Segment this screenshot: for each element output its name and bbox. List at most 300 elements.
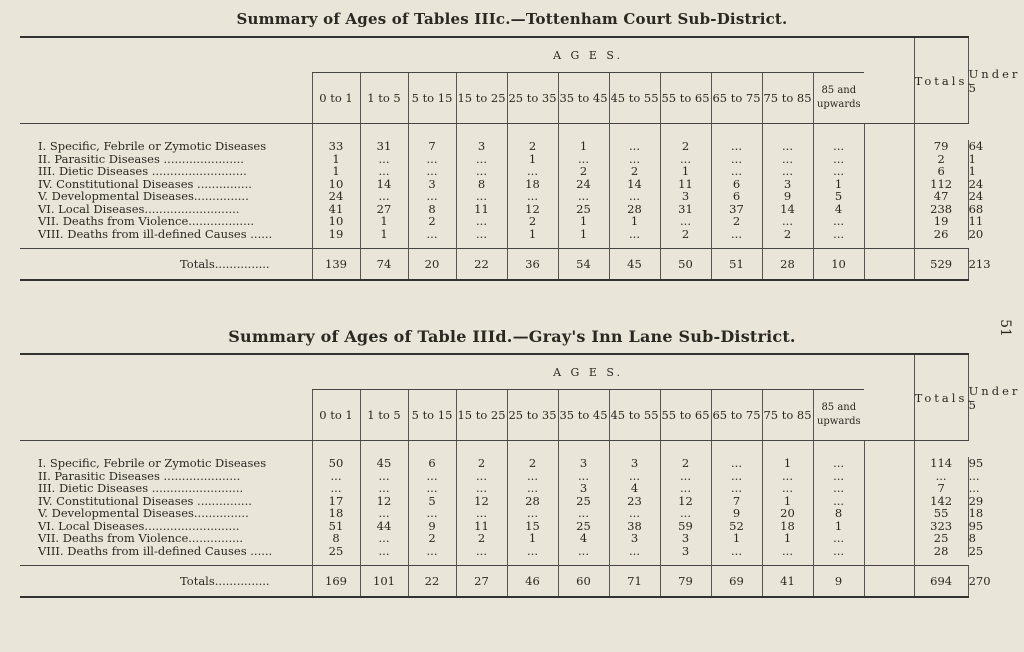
table-cell: ... xyxy=(762,545,813,558)
table-row: V. Developmental Diseases............... 18 ... ... ... ... ... ... ... 9 20 8 55 18 xyxy=(20,507,968,520)
table-cell: ... xyxy=(813,482,864,495)
header-blank xyxy=(20,37,312,124)
table-cell: 2 xyxy=(507,215,558,228)
table-cell: 18 xyxy=(507,178,558,191)
table-cell: 4 xyxy=(609,482,660,495)
ages-header-row: A G E S. Totals. Under 5 xyxy=(20,37,968,73)
spacer-cell xyxy=(864,203,914,216)
table-cell: 8 xyxy=(312,532,360,545)
table-cell: 33 xyxy=(312,140,360,153)
table-cell: 79 xyxy=(914,140,968,153)
table-cell: ... xyxy=(762,153,813,166)
table-cell: 1 xyxy=(558,228,609,241)
table-cell: ... xyxy=(813,545,864,558)
table-cell: ... xyxy=(408,507,456,520)
row-label: V. Developmental Diseases............... xyxy=(38,506,249,520)
table-row: I. Specific, Febrile or Zymotic Diseases 50 45 6 2 2 3 3 2 ... 1 ... 114 95 xyxy=(20,457,968,470)
table-cell: 11 xyxy=(456,520,507,533)
spacer-cell xyxy=(864,215,914,228)
table-cell: 7 xyxy=(711,495,762,508)
ages-header-row: A G E S. Totals. Under 5 xyxy=(20,354,968,390)
row-label: VIII. Deaths from ill-defined Causes ...... xyxy=(38,543,273,558)
table-cell: 31 xyxy=(660,203,711,216)
row-label: VI. Local Diseases.......................... xyxy=(38,201,240,216)
totals-cell: 36 xyxy=(507,249,558,281)
table-cell: 3 xyxy=(558,482,609,495)
totals-cell: 45 xyxy=(609,249,660,281)
header-gap xyxy=(864,37,914,124)
table-cell: ... xyxy=(456,507,507,520)
table-cell: 47 xyxy=(914,190,968,203)
table-cell: ... xyxy=(507,470,558,483)
table-cell: ... xyxy=(711,140,762,153)
table-cell: 3 xyxy=(456,140,507,153)
table-cell: 8 xyxy=(408,203,456,216)
table-cell: 1 xyxy=(360,228,408,241)
table-cell: 14 xyxy=(609,178,660,191)
totals-cell: 27 xyxy=(456,566,507,598)
table-cell: 24 xyxy=(558,178,609,191)
table-cell: ... xyxy=(456,190,507,203)
table-cell: ... xyxy=(609,190,660,203)
table-cell: ... xyxy=(609,140,660,153)
age-column-header: 65 to 75 xyxy=(711,73,762,124)
table-cell: 12 xyxy=(456,495,507,508)
table-cell: ... xyxy=(558,545,609,558)
table-cell: ... xyxy=(609,507,660,520)
table-cell: 2 xyxy=(456,532,507,545)
totals-row: Totals............... 169 101 22 27 46 60 71 79 69 41 9 694 270 xyxy=(20,566,968,598)
table-cell: ... xyxy=(408,482,456,495)
row-label: IV. Constitutional Diseases ............... xyxy=(38,493,252,508)
totals-cell: 9 xyxy=(813,566,864,598)
table-cell: ... xyxy=(360,165,408,178)
row-label: II. Parasitic Diseases ..................... xyxy=(38,468,241,483)
table-cell: ... xyxy=(660,507,711,520)
table-cell: ... xyxy=(456,228,507,241)
table-cell: 2 xyxy=(762,228,813,241)
table-cell: ... xyxy=(312,470,360,483)
table-cell: ... xyxy=(813,228,864,241)
age-column-header: 45 to 55 xyxy=(609,390,660,441)
table-cell: ... xyxy=(711,470,762,483)
table-cell: ... xyxy=(813,470,864,483)
age-column-header: 25 to 35 xyxy=(507,390,558,441)
table-cell: 9 xyxy=(408,520,456,533)
table1-title: Summary of Ages of Tables IIIc.—Tottenham Court Sub-District. xyxy=(236,10,788,28)
table-cell: 26 xyxy=(914,228,968,241)
age-column-header: 5 to 15 xyxy=(408,390,456,441)
table-row: I. Specific, Febrile or Zymotic Diseases 33 31 7 3 2 1 ... 2 ... ... ... 79 64 xyxy=(20,140,968,153)
table-cell: 17 xyxy=(312,495,360,508)
table-cell: ... xyxy=(813,153,864,166)
table-cell: 25 xyxy=(558,495,609,508)
table-cell: ... xyxy=(408,153,456,166)
totals-cell: 71 xyxy=(609,566,660,598)
table-grays-inn-lane xyxy=(20,353,1021,598)
table-cell: ... xyxy=(762,140,813,153)
age-column-header: 45 to 55 xyxy=(609,73,660,124)
row-label: VII. Deaths from Violence............... xyxy=(38,531,244,545)
table-cell: 1 xyxy=(507,153,558,166)
table-cell: 3 xyxy=(660,190,711,203)
table-cell: 3 xyxy=(660,545,711,558)
totals-cell: 22 xyxy=(456,249,507,281)
age-column-header: 75 to 85 xyxy=(762,73,813,124)
spacer-cell xyxy=(864,495,914,508)
table-cell: 25 xyxy=(914,532,968,545)
table-cell: 6 xyxy=(711,178,762,191)
totals-cell: 60 xyxy=(558,566,609,598)
table-cell: ... xyxy=(813,457,864,470)
table-row: VI. Local Diseases.......................... 51 44 9 11 15 25 38 59 52 18 1 323 95 xyxy=(20,520,968,533)
totals-cell: 139 xyxy=(312,249,360,281)
row-label: V. Developmental Diseases............... xyxy=(38,189,249,203)
table-cell: 3 xyxy=(558,457,609,470)
table2-title: Summary of Ages of Table IIId.—Gray's Inn Lane Sub-District. xyxy=(228,327,796,346)
table-cell: ... xyxy=(660,482,711,495)
header-blank xyxy=(20,354,312,441)
table-cell: 2 xyxy=(914,153,968,166)
table-cell: 1 xyxy=(312,165,360,178)
table-cell: 2 xyxy=(711,215,762,228)
table-cell: ... xyxy=(456,215,507,228)
table-cell: 1 xyxy=(360,215,408,228)
age-column-header: 1 to 5 xyxy=(360,73,408,124)
table-cell: ... xyxy=(456,165,507,178)
totals-cell: 50 xyxy=(660,249,711,281)
table-row: V. Developmental Diseases............... 24 ... ... ... ... ... ... 3 6 9 5 47 24 xyxy=(20,190,968,203)
totals-cell: 41 xyxy=(762,566,813,598)
table-cell: ... xyxy=(360,545,408,558)
table-cell: 20 xyxy=(762,507,813,520)
table-cell: 2 xyxy=(660,228,711,241)
table-cell: 1 xyxy=(762,495,813,508)
table-cell: 15 xyxy=(507,520,558,533)
table-cell: 2 xyxy=(507,457,558,470)
spacer-cell xyxy=(864,566,914,598)
table-cell: 2 xyxy=(660,140,711,153)
table-tottenham-court xyxy=(20,36,1021,281)
totals-cell: 20 xyxy=(408,249,456,281)
table-cell: 1 xyxy=(558,215,609,228)
table-cell: ... xyxy=(507,190,558,203)
table-cell: 14 xyxy=(762,203,813,216)
age-column-header: 5 to 15 xyxy=(408,73,456,124)
table-cell: 3 xyxy=(660,532,711,545)
table-cell: 12 xyxy=(360,495,408,508)
table-cell: ... xyxy=(813,215,864,228)
ages-heading: A G E S. xyxy=(312,354,864,390)
table-row: III. Dietic Diseases .......................... 1 ... ... ... ... 2 2 1 ... ... ... 6 1 xyxy=(20,165,968,178)
table-cell: ... xyxy=(360,153,408,166)
table-row: VIII. Deaths from ill-defined Causes ...... 19 1 ... ... 1 1 ... 2 ... 2 ... 26 20 xyxy=(20,228,968,241)
table-cell: 4 xyxy=(813,203,864,216)
age-column-header: 15 to 25 xyxy=(456,73,507,124)
table-cell: 1 xyxy=(507,228,558,241)
table-cell: ... xyxy=(507,545,558,558)
table-cell: ... xyxy=(360,507,408,520)
row-label: I. Specific, Febrile or Zymotic Diseases xyxy=(38,139,267,153)
table-cell: ... xyxy=(711,457,762,470)
table-cell: 50 xyxy=(312,457,360,470)
table-cell: 2 xyxy=(558,165,609,178)
table-cell: 8 xyxy=(813,507,864,520)
totals-cell: 10 xyxy=(813,249,864,281)
totals-cell: 529 xyxy=(914,249,968,281)
table-cell: 28 xyxy=(914,545,968,558)
table-cell: ... xyxy=(813,165,864,178)
totals-label: Totals............... xyxy=(20,566,312,598)
table-cell: 10 xyxy=(312,178,360,191)
table-cell: ... xyxy=(507,507,558,520)
table-cell: 2 xyxy=(408,215,456,228)
table-cell: 18 xyxy=(312,507,360,520)
row-label: VI. Local Diseases.......................... xyxy=(38,518,240,533)
table-cell: ... xyxy=(558,153,609,166)
totals-cell: 694 xyxy=(914,566,968,598)
table-row: VII. Deaths from Violence.................. 10 1 2 ... 2 1 1 ... 2 ... ... 19 11 xyxy=(20,215,968,228)
table-cell: ... xyxy=(660,215,711,228)
table-cell: 238 xyxy=(914,203,968,216)
table-cell: 1 xyxy=(813,520,864,533)
totals-cell: 69 xyxy=(711,566,762,598)
spacer-cell xyxy=(864,532,914,545)
table-cell: ... xyxy=(711,482,762,495)
table-cell: 1 xyxy=(660,165,711,178)
age-column-header: 25 to 35 xyxy=(507,73,558,124)
table-cell: 19 xyxy=(312,228,360,241)
table-cell: ... xyxy=(609,153,660,166)
table-cell: 27 xyxy=(360,203,408,216)
age-column-header: 0 to 1 xyxy=(312,390,360,441)
table-cell: 1 xyxy=(813,178,864,191)
table-cell: ... xyxy=(660,153,711,166)
age-column-header: 85 and upwards xyxy=(813,73,864,124)
totals-row: Totals............... 139 74 20 22 36 54 45 50 51 28 10 529 213 xyxy=(20,249,968,281)
totals-cell: 22 xyxy=(408,566,456,598)
table-cell: 14 xyxy=(360,178,408,191)
table-cell: 23 xyxy=(609,495,660,508)
totals-cell: 46 xyxy=(507,566,558,598)
table-cell: ... xyxy=(762,215,813,228)
totals-cell: 54 xyxy=(558,249,609,281)
age-column-header: 55 to 65 xyxy=(660,390,711,441)
table-cell: 2 xyxy=(408,532,456,545)
table-row: VIII. Deaths from ill-defined Causes ...... 25 ... ... ... ... ... ... 3 ... ... ... 28 25 xyxy=(20,545,968,558)
age-column-header: 35 to 45 xyxy=(558,73,609,124)
table-cell: 24 xyxy=(312,190,360,203)
table-cell: 5 xyxy=(408,495,456,508)
spacer-cell xyxy=(864,545,914,558)
row-label: III. Dietic Diseases ......................... xyxy=(38,481,244,495)
spacer-cell xyxy=(864,140,914,153)
table-cell: 4 xyxy=(558,532,609,545)
spacer-cell xyxy=(864,228,914,241)
table-cell: 112 xyxy=(914,178,968,191)
table-cell: ... xyxy=(609,545,660,558)
totals-header: Totals. xyxy=(914,354,968,441)
header-gap xyxy=(864,354,914,441)
table-cell: 10 xyxy=(312,215,360,228)
table-cell: 51 xyxy=(312,520,360,533)
table-cell: ... xyxy=(360,470,408,483)
table-cell: ... xyxy=(813,532,864,545)
table-cell: ... xyxy=(711,153,762,166)
table-cell: ... xyxy=(711,228,762,241)
table-cell: 142 xyxy=(914,495,968,508)
table-cell: ... xyxy=(711,545,762,558)
table-cell: ... xyxy=(711,165,762,178)
table-row: III. Dietic Diseases ......................... ... ... ... ... ... 3 4 ... ... ... ... 7 ... xyxy=(20,482,968,495)
table-cell: ... xyxy=(762,165,813,178)
table-cell: ... xyxy=(408,545,456,558)
age-column-header: 75 to 85 xyxy=(762,390,813,441)
table-cell: 28 xyxy=(507,495,558,508)
totals-cell: 101 xyxy=(360,566,408,598)
table-cell: 5 xyxy=(813,190,864,203)
spacer-cell xyxy=(864,165,914,178)
table-cell: 1 xyxy=(711,532,762,545)
row-label: III. Dietic Diseases .......................... xyxy=(38,164,247,178)
spacer-cell xyxy=(864,190,914,203)
table-cell: 25 xyxy=(558,520,609,533)
age-column-header: 65 to 75 xyxy=(711,390,762,441)
table-cell: 9 xyxy=(711,507,762,520)
totals-cell: 169 xyxy=(312,566,360,598)
table-cell: 7 xyxy=(914,482,968,495)
ages-heading: A G E S. xyxy=(312,37,864,73)
table-cell: 1 xyxy=(312,153,360,166)
table-cell: 59 xyxy=(660,520,711,533)
table-cell: ... xyxy=(408,190,456,203)
table-cell: 1 xyxy=(609,215,660,228)
totals-cell: 51 xyxy=(711,249,762,281)
table-row: II. Parasitic Diseases ..................... ... ... ... ... ... ... ... ... ... ... ... ... ... xyxy=(20,470,968,483)
spacer-cell xyxy=(864,249,914,281)
table-cell: 2 xyxy=(456,457,507,470)
age-column-header: 1 to 5 xyxy=(360,390,408,441)
table-cell: ... xyxy=(360,482,408,495)
spacer-cell xyxy=(864,470,914,483)
age-column-header: 15 to 25 xyxy=(456,390,507,441)
table-cell: ... xyxy=(609,470,660,483)
table-row: IV. Constitutional Diseases ............... 10 14 3 8 18 24 14 11 6 3 1 112 24 xyxy=(20,178,968,191)
table-cell: 11 xyxy=(660,178,711,191)
table-cell: 52 xyxy=(711,520,762,533)
table-cell: 12 xyxy=(507,203,558,216)
table-cell: ... xyxy=(408,228,456,241)
table-cell: ... xyxy=(660,470,711,483)
table-cell: 114 xyxy=(914,457,968,470)
totals-label: Totals............... xyxy=(20,249,312,281)
table-cell: ... xyxy=(408,470,456,483)
age-column-header: 85 and upwards xyxy=(813,390,864,441)
table-cell: ... xyxy=(360,190,408,203)
totals-header: Totals. xyxy=(914,37,968,124)
table-cell: ... xyxy=(609,228,660,241)
table-cell: 18 xyxy=(762,520,813,533)
table-cell: 2 xyxy=(660,457,711,470)
totals-cell: 28 xyxy=(762,249,813,281)
table-cell: 3 xyxy=(609,532,660,545)
table-cell: 6 xyxy=(408,457,456,470)
table-cell: 41 xyxy=(312,203,360,216)
table-cell: 2 xyxy=(507,140,558,153)
table-cell: ... xyxy=(456,153,507,166)
table-row: IV. Constitutional Diseases ............... 17 12 5 12 28 25 23 12 7 1 ... 142 29 xyxy=(20,495,968,508)
table-cell: ... xyxy=(813,495,864,508)
table-cell: 45 xyxy=(360,457,408,470)
table-cell: ... xyxy=(914,470,968,483)
row-label: VII. Deaths from Violence.................. xyxy=(38,214,255,228)
table-cell: ... xyxy=(558,190,609,203)
row-label: I. Specific, Febrile or Zymotic Diseases xyxy=(38,456,267,470)
table-cell: ... xyxy=(360,532,408,545)
table-cell: 37 xyxy=(711,203,762,216)
age-column-header: 55 to 65 xyxy=(660,73,711,124)
table-cell: 28 xyxy=(609,203,660,216)
table-cell: 31 xyxy=(360,140,408,153)
age-column-header: 35 to 45 xyxy=(558,390,609,441)
table-cell: 6 xyxy=(914,165,968,178)
totals-cell: 79 xyxy=(660,566,711,598)
table-cell: 25 xyxy=(558,203,609,216)
table-cell: 3 xyxy=(609,457,660,470)
age-column-header: 0 to 1 xyxy=(312,73,360,124)
row-label: VIII. Deaths from ill-defined Causes ...... xyxy=(38,226,273,241)
row-label: IV. Constitutional Diseases ............... xyxy=(38,176,252,191)
table-cell: 6 xyxy=(711,190,762,203)
table-row: VI. Local Diseases.......................... 41 27 8 11 12 25 28 31 37 14 4 238 68 xyxy=(20,203,968,216)
spacer-cell xyxy=(864,520,914,533)
table-cell: 1 xyxy=(762,457,813,470)
table-cell: 1 xyxy=(507,532,558,545)
table-cell: 7 xyxy=(408,140,456,153)
table-row: VII. Deaths from Violence............... 8 ... 2 2 1 4 3 3 1 1 ... 25 8 xyxy=(20,532,968,545)
table-cell: ... xyxy=(762,470,813,483)
table-cell: 3 xyxy=(408,178,456,191)
spacer-cell xyxy=(864,178,914,191)
table-cell: ... xyxy=(408,165,456,178)
table-cell: ... xyxy=(558,470,609,483)
table-cell: 12 xyxy=(660,495,711,508)
spacer-cell xyxy=(864,482,914,495)
table-cell: 1 xyxy=(558,140,609,153)
spacer-cell xyxy=(864,153,914,166)
table-cell: 3 xyxy=(762,178,813,191)
table-cell: 19 xyxy=(914,215,968,228)
totals-cell: 74 xyxy=(360,249,408,281)
table-cell: ... xyxy=(456,482,507,495)
table-cell: 25 xyxy=(312,545,360,558)
table-cell: ... xyxy=(456,545,507,558)
table-cell: ... xyxy=(312,482,360,495)
table-cell: ... xyxy=(507,482,558,495)
table-cell: 323 xyxy=(914,520,968,533)
spacer-cell xyxy=(864,457,914,470)
table-cell: 8 xyxy=(456,178,507,191)
table-cell: 55 xyxy=(914,507,968,520)
table-cell: 44 xyxy=(360,520,408,533)
spacer-cell xyxy=(864,507,914,520)
table-cell: 2 xyxy=(609,165,660,178)
table-cell: ... xyxy=(762,482,813,495)
table-cell: 9 xyxy=(762,190,813,203)
table-cell: 38 xyxy=(609,520,660,533)
table-cell: ... xyxy=(507,165,558,178)
table-cell: ... xyxy=(456,470,507,483)
